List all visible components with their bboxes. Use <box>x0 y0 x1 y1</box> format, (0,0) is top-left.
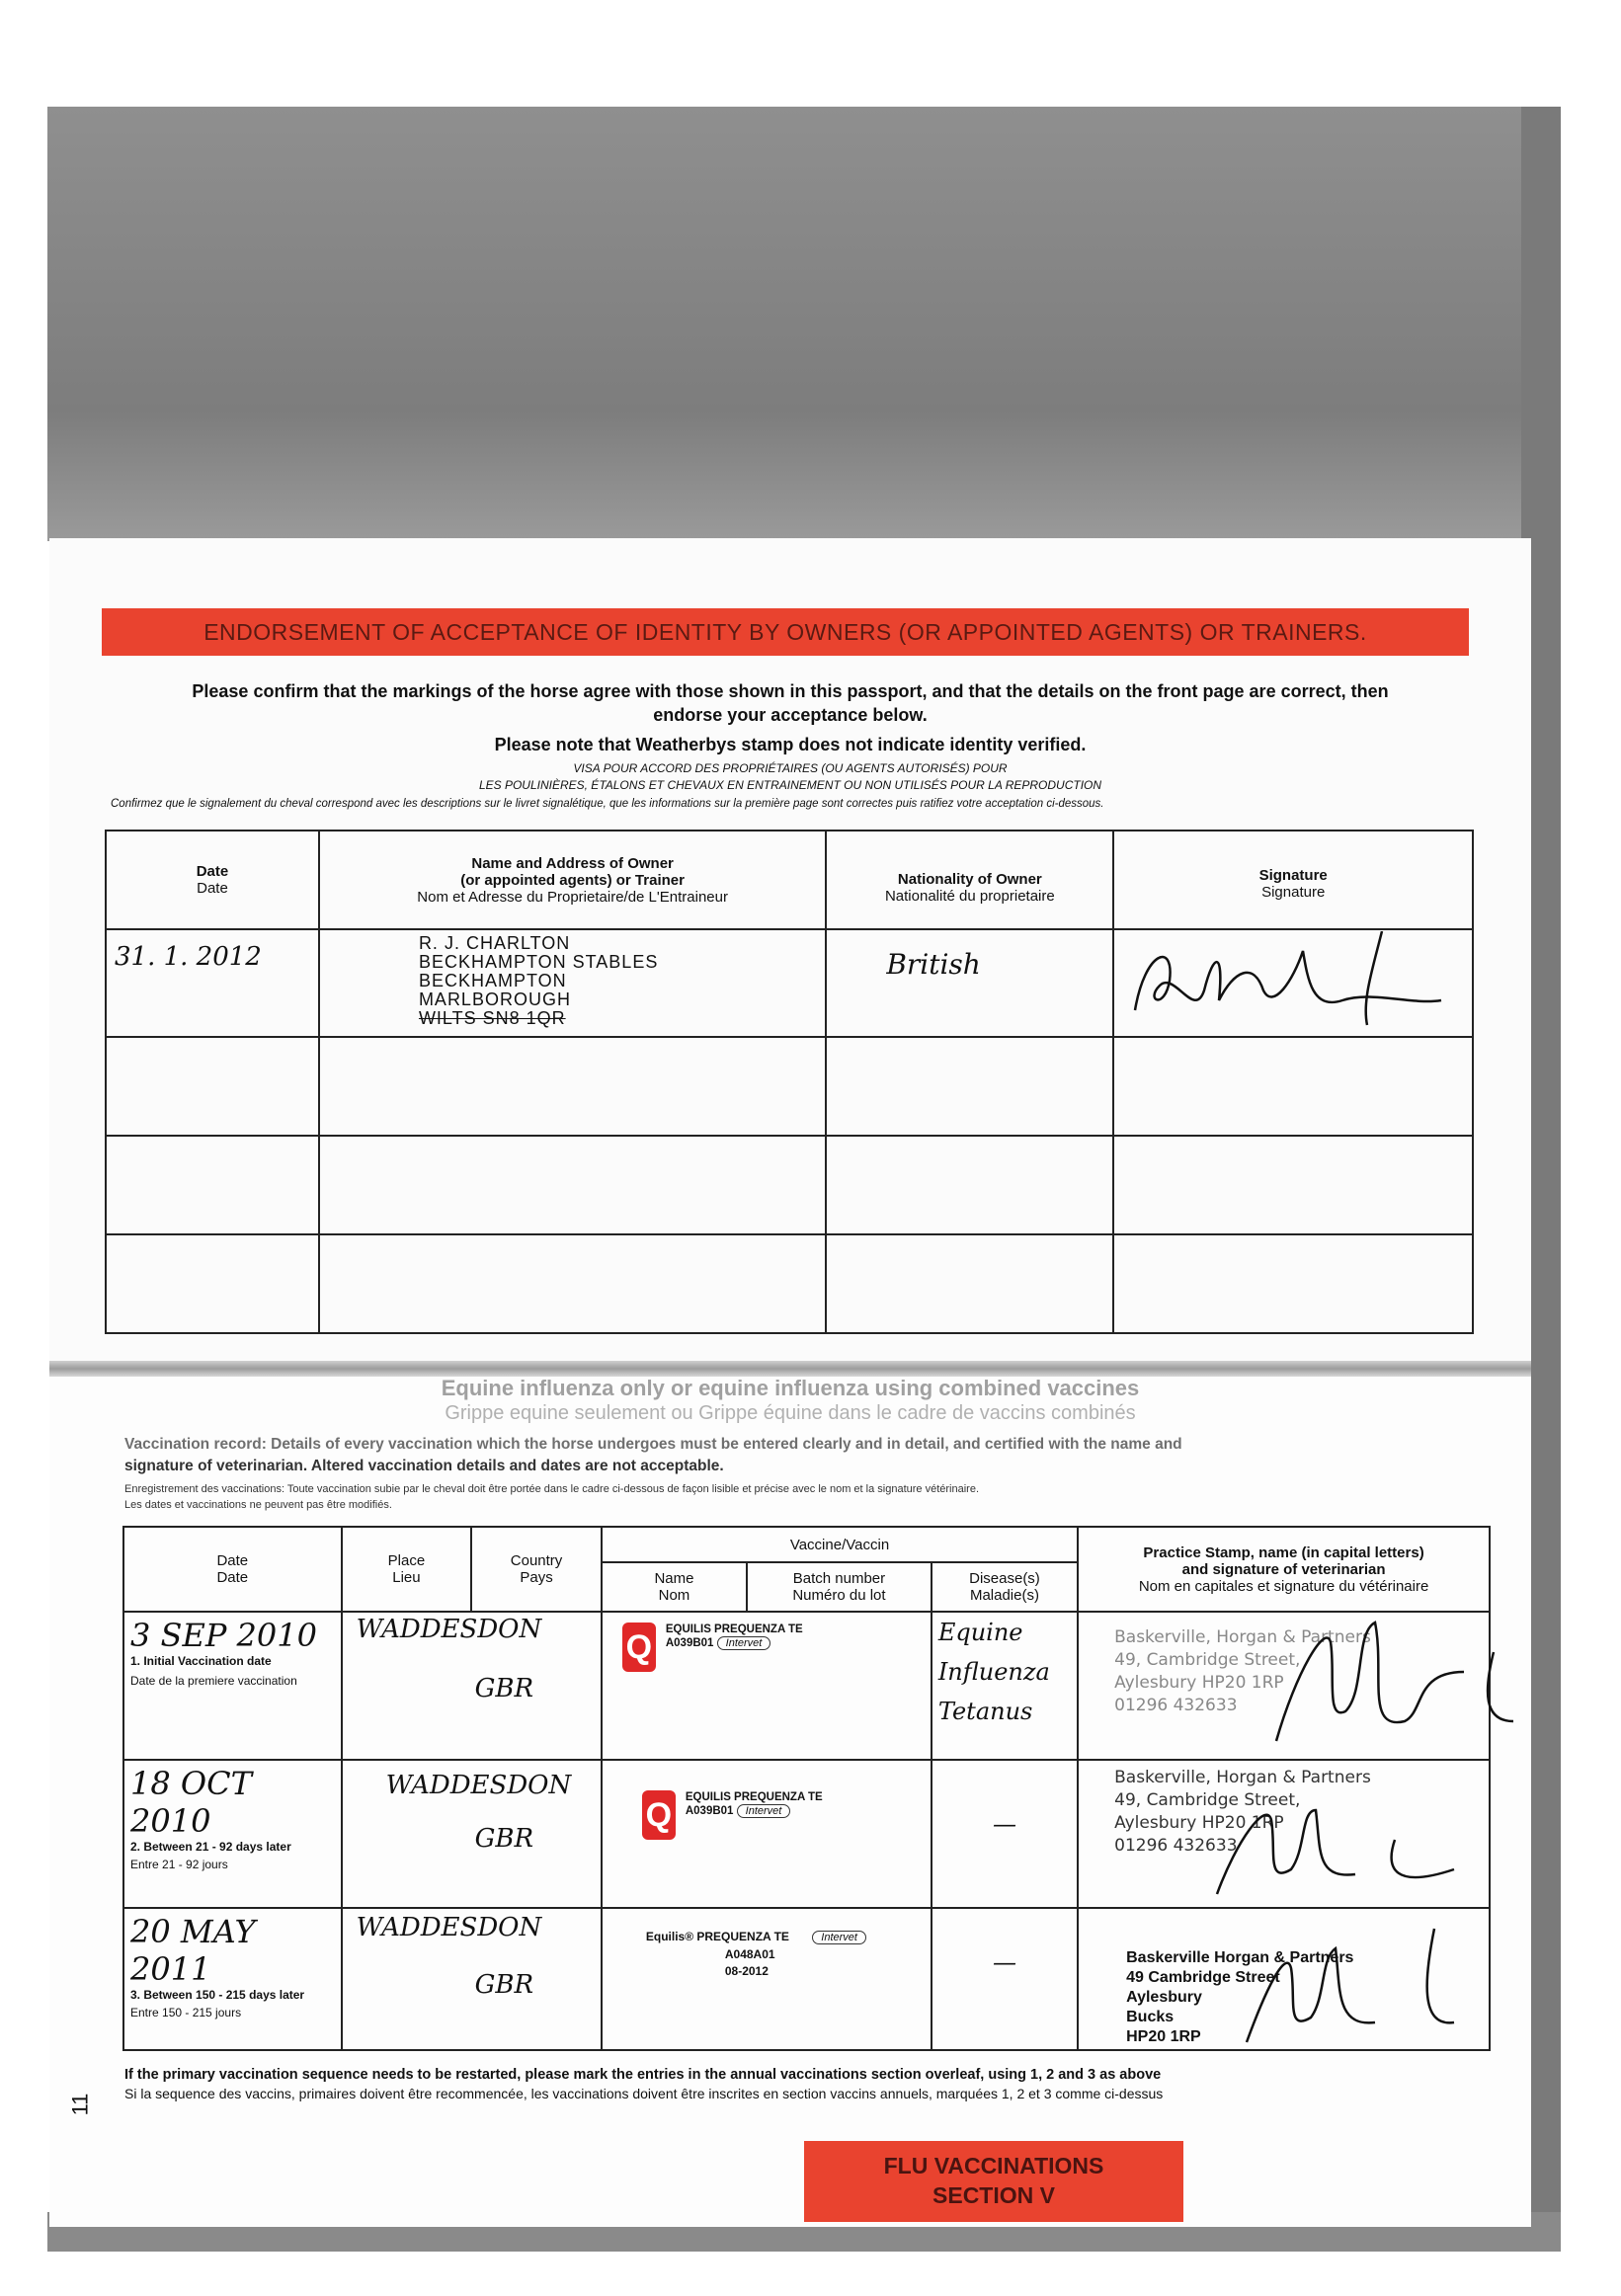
signature-header-fr: Signature <box>1261 884 1326 901</box>
date-header: Date <box>196 863 229 880</box>
disease-line: Tetanus <box>937 1698 1033 1725</box>
batch-header-fr: Numéro du lot <box>792 1587 886 1604</box>
vacc-date-cell <box>123 1760 342 1908</box>
fr-confirm: Confirmez que le signalement du cheval correspond avec les descriptions sur le livret signalétique, que les informations sur la première page sont correctes puis ratifiez votre acceptation ci-dessous. <box>111 798 1104 810</box>
handwritten-disease <box>938 1613 1077 1731</box>
disease-cell <box>932 1612 1078 1760</box>
record-line-1: Vaccination record: Details of every vaccination which the horse undergoes must be entered clearly and in detail, and certified with the name and <box>124 1436 1182 1453</box>
owner-header: Name and Address of Owner <box>471 854 674 872</box>
col-vaccine-name <box>602 1562 747 1612</box>
signature-scribble <box>1115 931 1451 1030</box>
vaccine-name: EQUILIS PREQUENZA TE <box>665 1623 803 1635</box>
col-owner <box>319 831 826 929</box>
owner-address <box>319 929 826 1037</box>
address-line: BECKHAMPTON STABLES <box>418 952 659 972</box>
stamp-header-2: and signature of veterinarian <box>1181 1560 1386 1578</box>
handwritten-country: GBR <box>474 1970 534 2000</box>
footer-note-fr: Si la sequence des vaccins, primaires doivent être recommencée, les vaccinations doivent être inscrites en section vaccins annuels, marquées 1, 2 et 3 comme ci-dessus <box>124 2086 1164 2101</box>
endorsement-row-empty <box>106 1037 1473 1136</box>
disease-header: Disease(s) <box>969 1570 1040 1587</box>
vaccine-label-cell <box>602 1612 932 1760</box>
vaccination-row <box>123 1760 1490 1908</box>
stamp-line: 49 Cambridge Street <box>1126 1969 1280 1986</box>
record-fr-2: Les dates et vaccinations ne peuvent pas être modifiés. <box>124 1499 392 1511</box>
vacc-step: 1. Initial Vaccination date <box>130 1654 272 1668</box>
handwritten-date: 18 OCT 2010 <box>130 1765 252 1840</box>
endorsement-banner: ENDORSEMENT OF ACCEPTANCE OF IDENTITY BY OWNERS (OR APPOINTED AGENTS) OR TRAINERS. <box>102 608 1469 656</box>
intervet-logo: Intervet <box>717 1636 771 1650</box>
vacc-date-cell <box>123 1612 342 1760</box>
stamp-line: 01296 432633 <box>1114 1836 1238 1856</box>
batch-number: A048A01 <box>724 1947 775 1961</box>
vaccination-record-fr <box>124 1481 1507 1513</box>
col-practice-stamp <box>1078 1527 1490 1612</box>
fr-line-1: VISA POUR ACCORD DES PROPRIÉTAIRES (OU AGENTS AUTORISÉS) POUR <box>573 761 1008 775</box>
vaccination-row <box>123 1908 1490 2050</box>
intervet-logo: Intervet <box>737 1804 791 1818</box>
col-country <box>471 1527 602 1612</box>
vaccine-label-cell <box>602 1908 932 2050</box>
col-batch <box>747 1562 932 1612</box>
vaccination-row <box>123 1612 1490 1760</box>
stamp-line: HP20 1RP <box>1126 2028 1201 2045</box>
stamp-line: Baskerville Horgan & Partners <box>1126 1949 1354 1966</box>
batch-number: A039B01 <box>685 1805 734 1817</box>
disease-cell <box>932 1908 1078 2050</box>
stamp-header: Practice Stamp, name (in capital letters) <box>1143 1544 1424 1561</box>
endorsement-instructions <box>99 679 1482 756</box>
practice-stamp-cell <box>1078 1612 1490 1760</box>
handwritten-place: WADDESDON <box>356 1615 542 1644</box>
stamp-line: 49, Cambridge Street, <box>1114 1650 1301 1670</box>
vacc-step-fr: Entre 150 - 215 jours <box>130 2006 242 2019</box>
place-header: Place <box>387 1552 426 1569</box>
handwritten-place: WADDESDON <box>385 1771 572 1800</box>
vaccine-sticker <box>622 1623 931 1672</box>
owner-header-fr: Nom et Adresse du Proprietaire/de L'Entraineur <box>417 888 728 906</box>
col-disease <box>932 1562 1078 1612</box>
col-vacc-date <box>123 1527 342 1612</box>
stamp-line: 49, Cambridge Street, <box>1114 1790 1301 1810</box>
stamp-line: Aylesbury HP20 1RP <box>1114 1673 1284 1693</box>
q-logo-icon: Q <box>622 1623 656 1672</box>
endorsement-header-row <box>106 831 1473 929</box>
section-subtitle: SECTION V <box>932 2182 1055 2208</box>
intervet-logo: Intervet <box>812 1931 866 1944</box>
practice-stamp-cell <box>1078 1760 1490 1908</box>
weatherbys-note: Please note that Weatherbys stamp does not indicate identity verified. <box>494 735 1087 754</box>
vaccine-name-header-fr: Nom <box>658 1587 690 1604</box>
vacc-step: 2. Between 21 - 92 days later <box>130 1840 291 1854</box>
footer-note: If the primary vaccination sequence needs to be restarted, please mark the entries in the annual vaccinations section overleaf, using 1, 2 and 3 as above <box>124 2067 1162 2083</box>
vaccine-sticker-text <box>686 1790 823 1818</box>
stamp-line: Bucks <box>1126 2009 1175 2025</box>
col-place <box>342 1527 472 1612</box>
vaccination-title-fr: Grippe equine seulement ou Grippe équine dans le cadre de vaccins combinés <box>445 1402 1136 1424</box>
endorsement-table <box>105 830 1474 1334</box>
page-number: 11 <box>67 2093 93 2116</box>
nationality-header: Nationality of Owner <box>897 871 1042 888</box>
endorsement-row <box>106 929 1473 1037</box>
address-line: R. J. CHARLTON <box>418 933 571 953</box>
endorsement-french <box>99 760 1482 794</box>
endorsement-row-empty <box>106 1136 1473 1234</box>
country-header-fr: Pays <box>520 1569 553 1586</box>
page-fold <box>49 1361 1531 1377</box>
instruction-line-1: Please confirm that the markings of the horse agree with those shown in this passport, and that the details on the front page are correct, then <box>192 681 1389 701</box>
vaccination-title: Equine influenza only or equine influenza using combined vaccines <box>441 1376 1140 1400</box>
vet-signature <box>1227 1909 1484 2047</box>
vaccination-table <box>122 1526 1491 2051</box>
vacc-step-fr: Entre 21 - 92 jours <box>130 1858 228 1871</box>
signature-header: Signature <box>1258 867 1328 884</box>
stamp-line: Baskerville, Horgan & Partners <box>1114 1768 1371 1787</box>
scan-background <box>47 107 1561 541</box>
vacc-date-cell <box>123 1908 342 2050</box>
owner-signature <box>1113 929 1473 1037</box>
stamp-line: 01296 432633 <box>1114 1696 1238 1715</box>
vacc-step-fr: Date de la premiere vaccination <box>130 1674 297 1688</box>
handwritten-disease: — <box>992 1948 1016 1976</box>
col-nationality <box>826 831 1113 929</box>
vacc-place-country <box>342 1612 602 1760</box>
stamp-header-fr: Nom en capitales et signature du vétérinaire <box>1138 1577 1429 1595</box>
address-line: WILTS SN8 1QR <box>418 1008 566 1028</box>
nationality-header-fr: Nationalité du proprietaire <box>884 888 1055 905</box>
vaccine-sticker <box>642 1790 931 1840</box>
vaccine-sticker <box>646 1929 931 1980</box>
record-fr-1: Enregistrement des vaccinations: Toute vaccination subie par le cheval doit être portée dans le cadre ci-dessous de façon lisible et précise avec le nom et la signature vétérinaire. <box>124 1483 979 1495</box>
country-header: Country <box>510 1552 563 1569</box>
owner-header-2: (or appointed agents) or Trainer <box>460 871 685 889</box>
disease-line: Influenza <box>937 1658 1050 1686</box>
handwritten-disease: — <box>992 1810 1016 1838</box>
vacc-step: 3. Between 150 - 215 days later <box>130 1988 305 2002</box>
vacc-header-row-1 <box>123 1527 1490 1562</box>
vaccine-name-header: Name <box>654 1570 694 1587</box>
practice-stamp-cell <box>1078 1908 1490 2050</box>
handwritten-date: 31. 1. 2012 <box>115 942 262 972</box>
endorsement-date <box>106 929 319 1037</box>
vacc-date-header: Date <box>216 1552 249 1569</box>
batch-header: Batch number <box>792 1570 886 1587</box>
vet-signature <box>1237 1613 1533 1751</box>
disease-header-fr: Maladie(s) <box>969 1587 1039 1604</box>
vacc-place-country <box>342 1760 602 1908</box>
section-title: FLU VACCINATIONS <box>883 2153 1104 2178</box>
record-line-2: signature of veterinarian. Altered vaccination details and dates are not acceptable. <box>124 1458 724 1474</box>
stamp-line: Baskerville, Horgan & Partners <box>1114 1627 1371 1647</box>
handwritten-country: GBR <box>474 1674 534 1703</box>
vaccine-label-cell <box>602 1760 932 1908</box>
date-header-fr: Date <box>197 880 228 897</box>
batch-number: A039B01 <box>665 1637 714 1649</box>
vaccine-name: EQUILIS PREQUENZA TE <box>685 1791 823 1803</box>
handwritten-place: WADDESDON <box>356 1913 542 1942</box>
disease-line: Equine <box>937 1619 1023 1646</box>
instruction-line-2: endorse your acceptance below. <box>653 705 928 725</box>
address-line: BECKHAMPTON <box>418 971 567 990</box>
owner-nationality <box>826 929 1113 1037</box>
handwritten-date: 3 SEP 2010 <box>130 1617 317 1654</box>
endorsement-row-empty <box>106 1234 1473 1333</box>
fr-line-2: LES POULINIÈRES, ÉTALONS ET CHEVAUX EN ENTRAINEMENT OU NON UTILISÉS POUR LA REPRODUCTION <box>478 778 1102 792</box>
col-signature <box>1113 831 1473 929</box>
vacc-place-country <box>342 1908 602 2050</box>
vaccine-sticker-text <box>666 1623 803 1650</box>
vaccine-name: Equilis® PREQUENZA TE <box>645 1930 789 1943</box>
vacc-date-header-fr: Date <box>216 1569 249 1586</box>
vaccination-record-note <box>124 1434 1507 1477</box>
stamp-line: Aylesbury <box>1126 1989 1202 2006</box>
q-logo-icon: Q <box>642 1790 676 1840</box>
expiry-date: 08-2012 <box>724 1964 769 1978</box>
address-line: MARLBOROUGH <box>418 990 571 1009</box>
section-tab <box>804 2141 1183 2222</box>
place-header-fr: Lieu <box>392 1569 421 1586</box>
stamp-line: Aylesbury HP20 1RP <box>1114 1813 1284 1833</box>
col-date <box>106 831 319 929</box>
disease-cell <box>932 1760 1078 1908</box>
vet-signature <box>1197 1771 1494 1899</box>
handwritten-date: 20 MAY 2011 <box>130 1913 256 1988</box>
col-vaccine: Vaccine/Vaccin <box>602 1527 1078 1562</box>
handwritten-country: GBR <box>474 1824 534 1854</box>
handwritten-nationality: British <box>886 948 981 981</box>
